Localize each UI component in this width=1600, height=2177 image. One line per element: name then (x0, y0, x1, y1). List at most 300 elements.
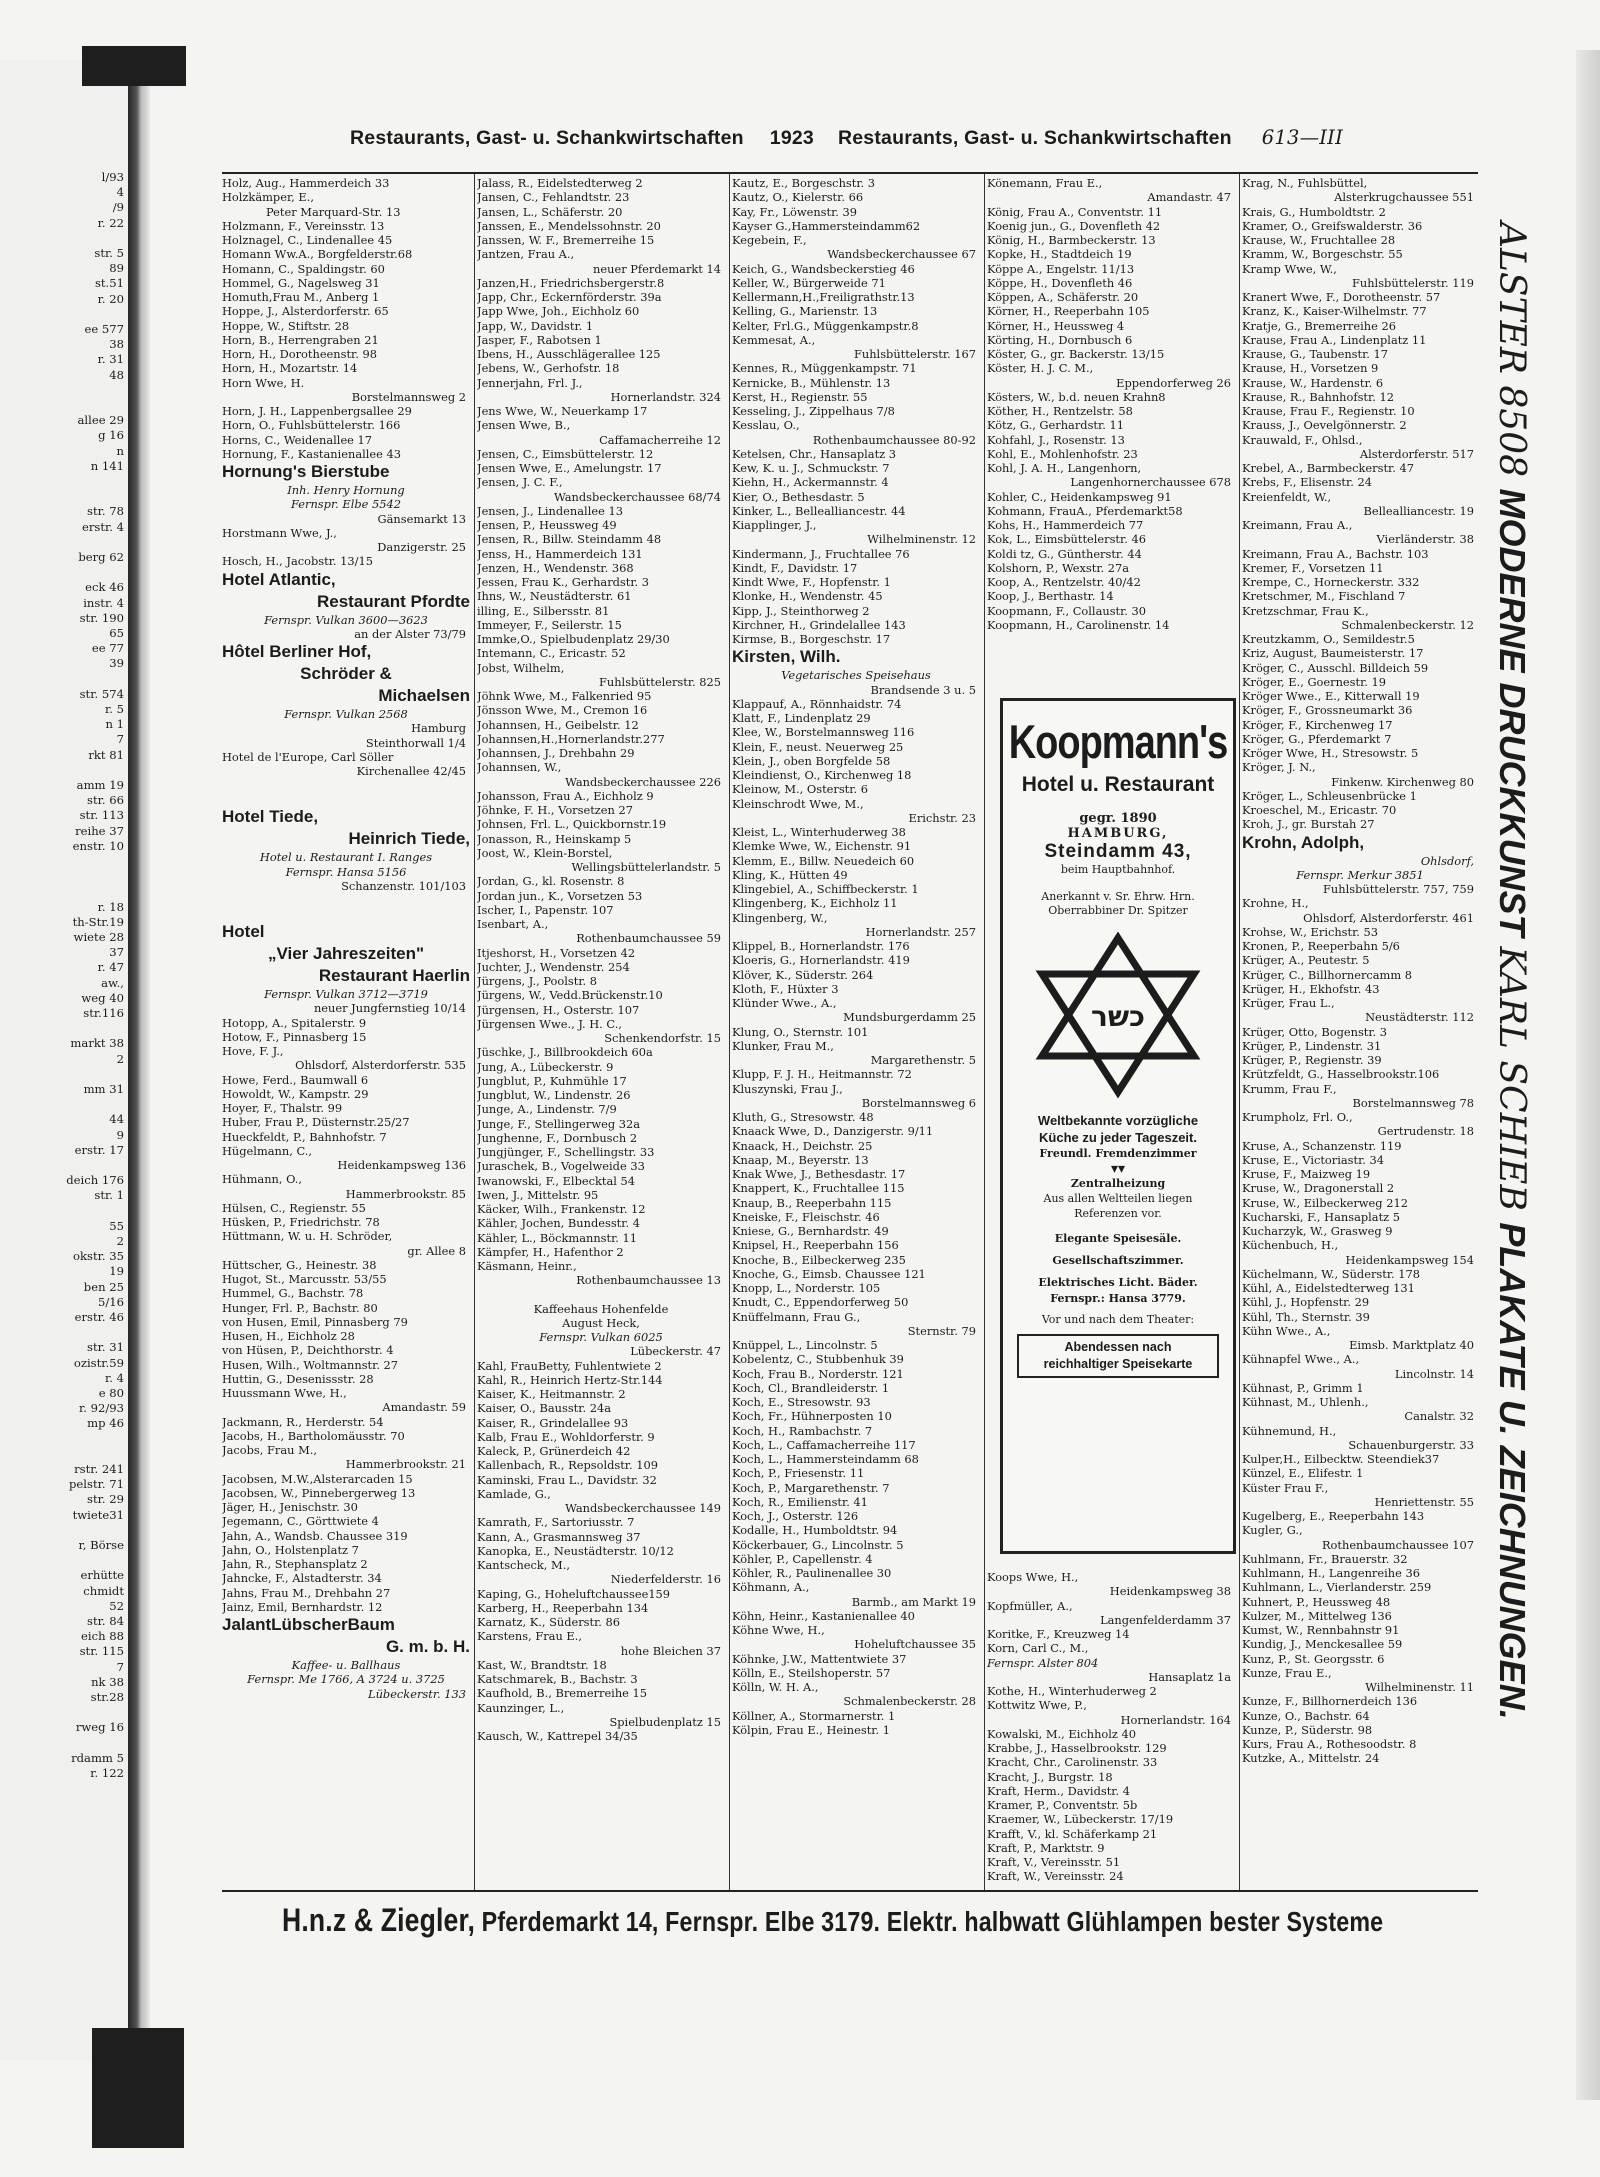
directory-entry: Jansen, L., Schäferstr. 20 (477, 204, 623, 219)
directory-entry: Horn, J. H., Lappenbergsallee 29 (222, 404, 412, 418)
directory-entry: Jacobsen, W., Pinnebergerweg 13 (222, 1485, 416, 1500)
directory-entry: Kucharzyk, W., Grasweg 9 (1242, 1224, 1393, 1238)
directory-entry: Knopp, L., Norderstr. 105 (732, 1281, 881, 1295)
directory-entry: Fuhlsbüttelerstr. 825 (598, 674, 721, 689)
directory-entry: Krause, W., Hardenstr. 6 (1242, 375, 1384, 390)
directory-entry: Körting, H., Dornbusch 6 (987, 332, 1133, 347)
directory-entry: Johannsen, W., (477, 760, 562, 775)
directory-entry: Kothe, H., Winterhuderweg 2 (987, 1684, 1157, 1698)
directory-entry: Eimsb. Marktplatz 40 (1349, 1338, 1474, 1352)
directory-entry: Koops Wwe, H., (987, 1570, 1079, 1584)
left-page-fragment: r. 47 (97, 960, 124, 975)
directory-entry: Krause, R., Bahnhofstr. 12 (1242, 389, 1394, 404)
directory-entry: Kaffeehaus Hohenfelde (533, 1301, 669, 1316)
left-page-fragment: wiete 28 (73, 930, 124, 944)
footer-text: Pferdemarkt 14, Fernspr. Elbe 3179. Elektr. halbwatt Glühlampen bester Systeme (475, 1906, 1384, 1937)
directory-entry: Kaiser, K., Heitmannstr. 2 (477, 1387, 626, 1401)
directory-entry: Kölln, W. H. A., (732, 1680, 819, 1694)
directory-entry: Wellingsbüttelerlandstr. 5 (571, 860, 721, 874)
directory-entry: Kerst, H., Regienstr. 55 (732, 389, 868, 404)
directory-entry: Kesseling, J., Zippelhaus 7/8 (732, 404, 895, 418)
directory-entry: Kundig, J., Menckesallee 59 (1242, 1637, 1403, 1652)
directory-entry: Jobst, Wilhelm, (477, 660, 565, 675)
directory-entry: Kobelentz, C., Stubbenhuk 39 (732, 1352, 904, 1367)
left-page-fragment: 19 (109, 1264, 124, 1279)
directory-entry: Hummel, G., Bachstr. 78 (222, 1286, 364, 1301)
directory-entry: Kowalski, M., Eichholz 40 (987, 1726, 1137, 1741)
directory-entry: Jantzen, Frau A., (477, 247, 575, 262)
directory-entry: Iwen, J., Mittelstr. 95 (477, 1187, 599, 1202)
scan-tab-top (82, 46, 186, 86)
directory-entry: Kohl, J. A. H., Langenhorn, (987, 461, 1142, 475)
directory-entry: Kunze, P., Süderstr. 98 (1242, 1722, 1373, 1737)
directory-entry: Juchter, J., Wendenstr. 254 (477, 959, 630, 974)
directory-entry: Kernicke, B., Mühlenstr. 13 (732, 375, 891, 390)
directory-entry: Kodalle, H., Humboldtstr. 94 (732, 1523, 898, 1538)
directory-entry: Howe, Ferd., Baumwall 6 (222, 1072, 369, 1087)
directory-entry: Katschmarek, B., Bachstr. 3 (477, 1672, 638, 1686)
directory-entry: Homuth,Frau M., Anberg 1 (222, 290, 380, 304)
ad-kitchen-line-2: Küche zu jeder Tageszeit. (1039, 1130, 1197, 1145)
directory-entry: Hunger, Frl. P., Bachstr. 80 (222, 1300, 378, 1315)
directory-entry: Kirmse, B., Borgeschstr. 17 (732, 632, 891, 646)
left-page-fragment: berg 62 (78, 550, 124, 564)
directory-entry: Jahn, O., Holstenplatz 7 (222, 1542, 359, 1557)
left-page-fragment: 37 (109, 945, 124, 960)
directory-entry: Jansen, C., Fehlandtstr. 23 (477, 190, 630, 205)
directory-entry: Kanopka, E., Neustädterstr. 10/12 (477, 1543, 674, 1558)
directory-entry: Kramm, W., Borgeschstr. 55 (1242, 247, 1403, 262)
directory-entry: Horn, B., Herrengraben 21 (222, 332, 379, 347)
directory-entry: Kirchenallee 42/45 (356, 764, 466, 778)
left-page-fragment: st.51 (94, 276, 124, 291)
directory-entry: Niederfelderstr. 16 (610, 1572, 721, 1587)
directory-entry: Krafft, V., kl. Schäferkamp 21 (987, 1826, 1158, 1841)
directory-entry: Körner, H., Reeperbahn 105 (987, 304, 1150, 319)
directory-entry: Kirchner, H., Grindelallee 143 (732, 617, 906, 632)
directory-entry: Danzigerstr. 25 (377, 540, 466, 554)
column-divider (984, 174, 985, 1890)
directory-entry: Klunker, Frau M., (732, 1038, 834, 1053)
left-page-fragment: rweg 16 (75, 1720, 124, 1735)
left-page-fragment: nk 38 (91, 1674, 124, 1689)
left-page-fragment: instr. 4 (83, 595, 124, 610)
left-page-fragment: pelstr. 71 (69, 1477, 124, 1492)
directory-entry: Kahl, FrauBetty, Fuhlentwiete 2 (477, 1358, 662, 1373)
left-page-fragment: 9 (116, 1127, 124, 1142)
directory-entry: Kohfahl, J., Rosenstr. 13 (987, 432, 1125, 447)
directory-entry: Jegemann, C., Görttwiete 4 (222, 1514, 379, 1529)
directory-entry: Johannsen, H., Geibelstr. 12 (477, 717, 639, 732)
directory-entry: Lincolnstr. 14 (1394, 1366, 1474, 1381)
directory-entry: Karnatz, K., Süderstr. 86 (477, 1615, 621, 1629)
directory-entry: Jungblut, W., Lindenstr. 26 (477, 1088, 631, 1102)
directory-entry: Jordan jun., K., Vorsetzen 53 (477, 888, 643, 903)
directory-entry: Jonasson, R., Heinskamp 5 (477, 831, 632, 846)
directory-entry: Kröger Wwe., E., Kitterwall 19 (1242, 689, 1420, 703)
directory-entry: Kröger, F., Grossneumarkt 36 (1242, 703, 1413, 718)
left-page-fragment: erstr. 4 (81, 519, 124, 534)
directory-entry: Lübeckerstr. 133 (368, 1686, 466, 1701)
directory-entry: Schanzenstr. 101/103 (341, 878, 466, 893)
directory-entry: Kesslau, O., (732, 418, 800, 433)
left-page-fragment: ozistr.59 (73, 1355, 124, 1370)
directory-entry: Krüger, P., Regienstr. 39 (1242, 1053, 1382, 1067)
directory-entry: Schmalenbeckerstr. 12 (1341, 617, 1474, 632)
directory-entry: Fernspr. Elbe 5542 (291, 497, 401, 512)
directory-entry: Janssen, W. F., Bremerreihe 15 (477, 233, 655, 247)
directory-entry: Kriz, August, Baumeisterstr. 17 (1242, 646, 1424, 661)
left-page-fragment: aw., (101, 975, 124, 990)
directory-entry: Husen, H., Eichholz 28 (222, 1329, 355, 1343)
left-page-fragment: amm 19 (76, 778, 124, 792)
directory-entry: Kaunzinger, L., (477, 1700, 565, 1715)
directory-entry: Kroh, J., gr. Burstah 27 (1242, 817, 1375, 832)
directory-entry: Wandsbeckerchaussee 226 (565, 774, 721, 789)
directory-entry: Knipsel, H., Reeperbahn 156 (732, 1238, 899, 1253)
directory-entry: Keich, G., Wandsbeckerstieg 46 (732, 261, 915, 276)
directory-entry: Kronen, P., Reeperbahn 5/6 (1242, 939, 1400, 953)
directory-entry: von Husen, Emil, Pinnasberg 79 (222, 1314, 408, 1329)
directory-entry: von Hüsen, P., Deichthorstr. 4 (222, 1343, 394, 1358)
directory-entry: Kopfmüller, A., (987, 1598, 1073, 1613)
directory-entry: Ohlsdorf, (1420, 853, 1474, 868)
directory-entry: Horn, O., Fuhlsbüttelerstr. 166 (222, 418, 401, 433)
directory-entry: Rothenbaumchaussee 107 (1321, 1537, 1474, 1552)
directory-entry: Husen, Wilh., Woltmannstr. 27 (222, 1357, 399, 1372)
directory-entry: Körner, H., Heussweg 4 (987, 318, 1125, 333)
directory-entry: Köhnke, J.W., Mattentwiete 37 (732, 1651, 907, 1666)
left-page-fragment: str. 113 (79, 808, 124, 823)
left-page-fragment: g 16 (98, 428, 124, 443)
directory-heading: Kirsten, Wilh. (732, 647, 841, 667)
directory-entry: Hoppe, J., Alsterdorferstr. 65 (222, 304, 389, 319)
directory-entry: Kohmann, FrauA., Pferdemarkt58 (987, 503, 1183, 518)
directory-entry: Kantscheck, M., (477, 1558, 570, 1572)
directory-entry: Krohne, H., (1242, 896, 1309, 911)
directory-entry: Jessen, Frau K., Gerhardstr. 3 (477, 575, 650, 589)
directory-entry: Gertrudenstr. 18 (1377, 1124, 1474, 1139)
directory-entry: Kraft, W., Vereinsstr. 24 (987, 1869, 1124, 1884)
directory-entry: Köppe A., Engelstr. 11/13 (987, 261, 1135, 276)
directory-entry: Japp, Chr., Eckernförderstr. 39a (477, 290, 662, 304)
ad-approval-line-1: Anerkannt v. Sr. Ehrw. Hrn. (1041, 890, 1195, 903)
directory-entry: Johannsen,H.,Hornerlandstr.277 (477, 731, 665, 746)
ad-references-2: Referenzen vor. (1074, 1206, 1162, 1220)
directory-entry: Jönsson Wwe, M., Cremon 16 (477, 703, 648, 718)
left-page-fragment: str.116 (83, 1006, 124, 1020)
directory-entry: Kelling, G., Marienstr. 13 (732, 304, 878, 319)
directory-entry: Kaping, G., Hoheluftchaussee159 (477, 1586, 671, 1601)
directory-entry: Johansson, Frau A., Eichholz 9 (477, 788, 654, 803)
directory-entry: illing, E., Silbersstr. 81 (477, 603, 610, 618)
directory-entry: Krause, Frau A., Lindenplatz 11 (1242, 332, 1427, 347)
directory-entry: Kluth, G., Stresowstr. 48 (732, 1110, 874, 1124)
left-page-fragment: 2 (116, 1051, 124, 1066)
directory-entry: Jens Wwe, W., Neuerkamp 17 (477, 404, 648, 418)
directory-entry: Junge, A., Lindenstr. 7/9 (477, 1102, 617, 1117)
directory-entry: Koop, A., Rentzelstr. 40/42 (987, 575, 1141, 589)
ad-evening-line-1: Abendessen nach (1064, 1339, 1172, 1354)
directory-entry: König, Frau A., Conventstr. 11 (987, 204, 1163, 219)
directory-entry: Horns, C., Weidenallee 17 (222, 432, 373, 447)
vertical-ad-name: KARL SCHIEB (1491, 946, 1532, 1223)
directory-entry: Ihns, W., Neustädterstr. 61 (477, 589, 632, 604)
directory-entry: Kranert Wwe, F., Dorotheenstr. 57 (1242, 290, 1441, 304)
left-page-fragment: rstr. 241 (74, 1462, 124, 1476)
ad-approval-line-2: Oberrabbiner Dr. Spitzer (1048, 904, 1188, 917)
directory-entry: Knoche, B., Eilbeckerweg 235 (732, 1252, 906, 1267)
left-page-fragment: ben 25 (83, 1279, 124, 1294)
left-page-fragment: 7 (116, 1659, 124, 1674)
left-page-fragment: ee 77 (91, 641, 124, 656)
directory-entry: Joost, W., Klein-Borstel, (477, 845, 613, 860)
directory-entry: Jackmann, R., Herderstr. 54 (222, 1414, 384, 1429)
directory-entry: Knoche, G., Eimsb. Chaussee 121 (732, 1266, 926, 1281)
directory-entry: Hotopp, A., Spitalerstr. 9 (222, 1015, 367, 1030)
left-page-fragment: r, Börse (78, 1538, 124, 1552)
directory-entry: Kracht, J., Burgstr. 18 (987, 1769, 1113, 1784)
directory-entry: Käsmann, Heinr., (477, 1259, 577, 1273)
directory-entry: Juraschek, B., Vogelweide 33 (477, 1159, 645, 1174)
directory-entry (222, 893, 470, 921)
directory-entry: Huber, Frau P., Düsternstr.25/27 (222, 1115, 410, 1130)
directory-entry: Koch, L., Hammersteindamm 68 (732, 1452, 919, 1466)
left-page-fragment: n 141 (90, 458, 124, 473)
directory-entry: Mundsburgerdamm 25 (843, 1010, 976, 1025)
directory-heading: Hotel (222, 922, 265, 941)
left-page-fragment: 38 (109, 337, 124, 352)
directory-entry: Wandsbeckerchaussee 67 (827, 247, 976, 262)
ad-city: HAMBURG, (1067, 826, 1169, 841)
directory-entry: Kopke, H., Stadtdeich 19 (987, 247, 1132, 262)
ad-rooms: Freundl. Fremdenzimmer (1039, 1147, 1197, 1160)
directory-entry: Köppe, H., Dovenfleth 46 (987, 275, 1133, 290)
directory-entry: Kroeschel, M., Ericastr. 70 (1242, 803, 1397, 817)
left-page-fragment: str. 78 (87, 504, 124, 519)
directory-entry: Koch, R., Emilienstr. 41 (732, 1494, 868, 1509)
directory-column-2 (477, 176, 725, 1743)
directory-entry: Junge, F., Stellingerweg 32a (477, 1116, 641, 1131)
directory-entry (477, 1288, 725, 1302)
directory-entry: Kuhnert, P., Heussweg 48 (1242, 1594, 1391, 1609)
directory-entry: Koopmann, F., Collaustr. 30 (987, 603, 1147, 618)
directory-entry: Jacobs, Frau M., (222, 1443, 317, 1457)
directory-entry: Intemann, C., Ericastr. 52 (477, 646, 626, 661)
directory-entry: Heidenkampsweg 38 (1109, 1584, 1231, 1599)
directory-entry: Kretschmer, M., Fischland 7 (1242, 589, 1406, 604)
directory-entry: Kutzke, A., Mittelstr. 24 (1242, 1751, 1380, 1766)
directory-entry: Klappauf, A., Rönnhaidstr. 74 (732, 696, 902, 711)
directory-entry: Iwanowski, F., Elbecktal 54 (477, 1173, 636, 1188)
directory-entry: Jebens, W., Gerhofstr. 18 (477, 361, 620, 376)
ad-society-rooms: Gesellschaftszimmer. (1052, 1254, 1184, 1267)
left-page-fragment: markt 38 (70, 1036, 124, 1051)
directory-entry: Jürgensen Wwe., J. H. C., (477, 1016, 622, 1031)
directory-entry: Kaffee- u. Ballhaus (291, 1658, 401, 1672)
directory-entry: Jensen, J. C. F., (477, 475, 563, 490)
directory-entry: Hülsen, C., Regienstr. 55 (222, 1200, 366, 1215)
directory-entry: Brandsende 3 u. 5 (870, 682, 976, 697)
directory-column-4 (987, 176, 1235, 632)
directory-entry: Köhler, P., Capellenstr. 4 (732, 1551, 873, 1566)
directory-entry: Jäger, H., Jenischstr. 30 (222, 1500, 358, 1514)
directory-entry: an der Alster 73/79 (354, 626, 466, 641)
left-page-fragment: 5/16 (97, 1294, 124, 1309)
directory-entry: Kohs, H., Hammerdeich 77 (987, 518, 1144, 532)
left-page-fragment: erstr. 46 (74, 1310, 124, 1324)
left-page-fragment: weg 40 (81, 990, 124, 1005)
left-page-fragment: rdamm 5 (71, 1750, 124, 1765)
left-page-fragment: twiete31 (72, 1507, 124, 1522)
ad-founded: gegr. 1890 (1079, 811, 1157, 826)
directory-entry: Klein, J., oben Borgfelde 58 (732, 753, 891, 768)
left-page-fragment: 39 (109, 656, 124, 671)
directory-entry: Hoppe, W., Stiftstr. 28 (222, 318, 350, 333)
directory-entry: Koldi tz, G., Güntherstr. 44 (987, 546, 1142, 561)
directory-entry: Itjeshorst, H., Vorsetzen 42 (477, 945, 636, 960)
directory-entry: Küchelmann, W., Süderstr. 178 (1242, 1266, 1420, 1281)
directory-entry: neuer Jungfernstieg 10/14 (313, 1001, 466, 1016)
directory-entry: Jürgensen, H., Osterstr. 107 (477, 1002, 640, 1017)
directory-heading: Hornung's Bierstube (222, 462, 390, 481)
directory-entry: Klee, W., Borstelmannsweg 116 (732, 725, 915, 740)
directory-entry: Koch, H., Rambachstr. 7 (732, 1423, 873, 1438)
directory-entry: Koopmann, H., Carolinenstr. 14 (987, 617, 1170, 632)
directory-entry: Krüger, H., Ekhofstr. 43 (1242, 981, 1380, 996)
left-page-fragment: 89 (109, 261, 124, 276)
directory-entry: Krüger, Frau L., (1242, 996, 1335, 1010)
directory-entry: Kinker, L., Bellealliancestr. 44 (732, 503, 906, 518)
directory-entry: Koch, P., Friesenstr. 11 (732, 1466, 865, 1481)
directory-entry: Krumm, Frau F., (1242, 1081, 1337, 1096)
directory-entry: Kegebein, F., (732, 233, 807, 247)
directory-entry: Hammerbrookstr. 21 (345, 1457, 466, 1472)
directory-entry: Janssen, E., Mendelssohnstr. 20 (477, 218, 661, 233)
left-page-fragment: e 80 (98, 1386, 124, 1400)
directory-entry: Kindt Wwe, F., Hopfenstr. 1 (732, 575, 891, 589)
left-page-fragment: rkt 81 (88, 747, 124, 762)
directory-entry: Kuhlmann, H., Langenreihe 36 (1242, 1566, 1420, 1580)
directory-entry: Knak Wwe, J., Bethesdastr. 17 (732, 1167, 906, 1181)
directory-entry: Hüsken, P., Friedrichstr. 78 (222, 1215, 380, 1229)
directory-entry: Gänsemarkt 13 (377, 511, 466, 526)
directory-entry: Hoheluftchaussee 35 (854, 1637, 976, 1652)
directory-entry: Kühnapfel Wwe., A., (1242, 1352, 1360, 1367)
directory-entry: Kreimann, Frau A., (1242, 518, 1353, 532)
directory-entry: Kausch, W., Kattrepel 34/35 (477, 1729, 638, 1743)
header-left: Restaurants, Gast- u. Schankwirtschaften (350, 127, 744, 149)
directory-entry: Krebs, F., Elisenstr. 24 (1242, 475, 1372, 490)
directory-heading: Restaurant Pfordte (316, 591, 470, 611)
left-page-edge (0, 60, 128, 2060)
directory-entry: Klünder Wwe., A., (732, 996, 837, 1010)
directory-entry: Krützfeldt, G., Hasselbrookstr.106 (1242, 1067, 1440, 1082)
directory-entry: Jensen Wwe, E., Amelungstr. 17 (477, 461, 662, 475)
directory-entry: Immeyer, F., Seilerstr. 15 (477, 617, 622, 632)
directory-entry: hohe Bleichen 37 (620, 1643, 721, 1658)
directory-entry: Jöhnk Wwe, M., Falkenried 95 (477, 689, 652, 703)
directory-entry: Horn, H., Dorotheenstr. 98 (222, 347, 377, 361)
left-page-fragment: str.28 (90, 1690, 124, 1704)
directory-entry: Köhn, Heinr., Kastanienallee 40 (732, 1608, 915, 1623)
directory-entry: Jahncke, F., Alstadterstr. 34 (222, 1571, 382, 1586)
directory-entry: Kranz, K., Kaiser-Wilhelmstr. 77 (1242, 304, 1427, 319)
header-right: Restaurants, Gast- u. Schankwirtschaften (837, 127, 1232, 149)
directory-entry: Klingebiel, A., Schiffbeckerstr. 1 (732, 882, 919, 896)
directory-entry: Ibens, H., Ausschlägerallee 125 (477, 347, 661, 361)
left-page-fragment: th-Str.19 (72, 914, 124, 929)
directory-entry: Amandastr. 47 (1147, 190, 1231, 205)
directory-entry: Kröger Wwe, H., Stresowstr. 5 (1242, 746, 1419, 760)
directory-entry: Homann, C., Spaldingstr. 60 (222, 261, 385, 276)
left-page-fragment: 52 (109, 1598, 124, 1613)
left-page-fragment: n 1 (105, 717, 124, 732)
kosher-label: כשר (1091, 1000, 1145, 1033)
directory-entry: Kamlade, G., (477, 1486, 551, 1501)
directory-entry: Finkenw. Kirchenweg 80 (1331, 774, 1474, 789)
directory-entry: Kruse, F., Maizweg 19 (1242, 1167, 1371, 1181)
directory-entry: Küchenbuch, H., (1242, 1238, 1339, 1253)
directory-entry: Johnsen, Frl. L., Quickbornstr.19 (477, 817, 667, 832)
footer-advertisement (282, 1902, 1383, 1939)
footer-company: H.n.z & Ziegler, (282, 1902, 476, 1938)
directory-entry: Hansaplatz 1a (1148, 1669, 1231, 1684)
directory-entry: Wilhelminenstr. 11 (1365, 1680, 1474, 1694)
book-gutter (128, 60, 150, 2040)
directory-entry: neuer Pferdemarkt 14 (593, 261, 721, 276)
directory-entry: Fernspr. Hansa 5156 (285, 864, 407, 879)
directory-entry: Fernspr. Vulkan 2568 (284, 707, 408, 721)
directory-entry: Kähler, Jochen, Bundesstr. 4 (477, 1216, 640, 1231)
directory-entry: Kleinschrodt Wwe, M., (732, 796, 864, 811)
directory-entry: Krag, N., Fuhlsbüttel, (1242, 176, 1368, 190)
directory-heading: Michaelsen (378, 686, 470, 705)
directory-entry: Krause, G., Taubenstr. 17 (1242, 347, 1389, 361)
page-number: 613—III (1261, 126, 1343, 149)
directory-entry: Knaack Wwe, D., Danzigerstr. 9/11 (732, 1124, 934, 1139)
directory-entry: Kösters, W., b.d. neuen Krahn8 (987, 389, 1166, 404)
column-divider (1239, 174, 1240, 1890)
directory-entry: Karberg, H., Reeperbahn 134 (477, 1600, 649, 1615)
left-page-fragment: eich 88 (81, 1629, 124, 1644)
directory-entry: Knaack, H., Deichstr. 25 (732, 1138, 873, 1153)
directory-entry: Kloth, F., Hüxter 3 (732, 981, 839, 996)
directory-entry: Klung, O., Sternstr. 101 (732, 1024, 869, 1039)
directory-entry: Kühl, Th., Sternstr. 39 (1242, 1309, 1370, 1324)
directory-entry: gr. Allee 8 (407, 1243, 466, 1258)
directory-entry: Koch, Cl., Brandleiderstr. 1 (732, 1380, 890, 1395)
directory-entry: Kröger, L., Schleusenbrücke 1 (1242, 788, 1417, 803)
directory-entry: Kahl, R., Heinrich Hertz-Str.144 (477, 1372, 663, 1387)
directory-column-1 (222, 176, 470, 1701)
directory-entry: Krebel, A., Barmbeckerstr. 47 (1242, 461, 1414, 475)
directory-entry: Howoldt, W., Kampstr. 29 (222, 1086, 369, 1101)
directory-entry: Hugot, St., Marcusstr. 53/55 (222, 1272, 387, 1286)
left-page-fragment: 44 (109, 1112, 124, 1127)
directory-entry: Ketelsen, Chr., Hansaplatz 3 (732, 446, 897, 461)
directory-entry: Kaufhold, B., Bremerreihe 15 (477, 1686, 648, 1701)
directory-entry: Koch, J., Osterstr. 126 (732, 1509, 859, 1523)
directory-entry: Wilhelminenstr. 12 (867, 532, 976, 547)
directory-entry: Köppen, A., Schäferstr. 20 (987, 290, 1139, 304)
directory-entry: Immke,O., Spielbudenplatz 29/30 (477, 632, 670, 646)
directory-entry: Koritke, F., Kreuzweg 14 (987, 1627, 1130, 1641)
directory-entry: Kleinow, M., Osterstr. 6 (732, 782, 868, 797)
directory-entry: Kühl, A., Eidelstedterweg 131 (1242, 1281, 1415, 1295)
directory-entry: Kay, Fr., Löwenstr. 39 (732, 204, 858, 219)
directory-entry: Kunze, F., Billhornerdeich 136 (1242, 1694, 1418, 1709)
